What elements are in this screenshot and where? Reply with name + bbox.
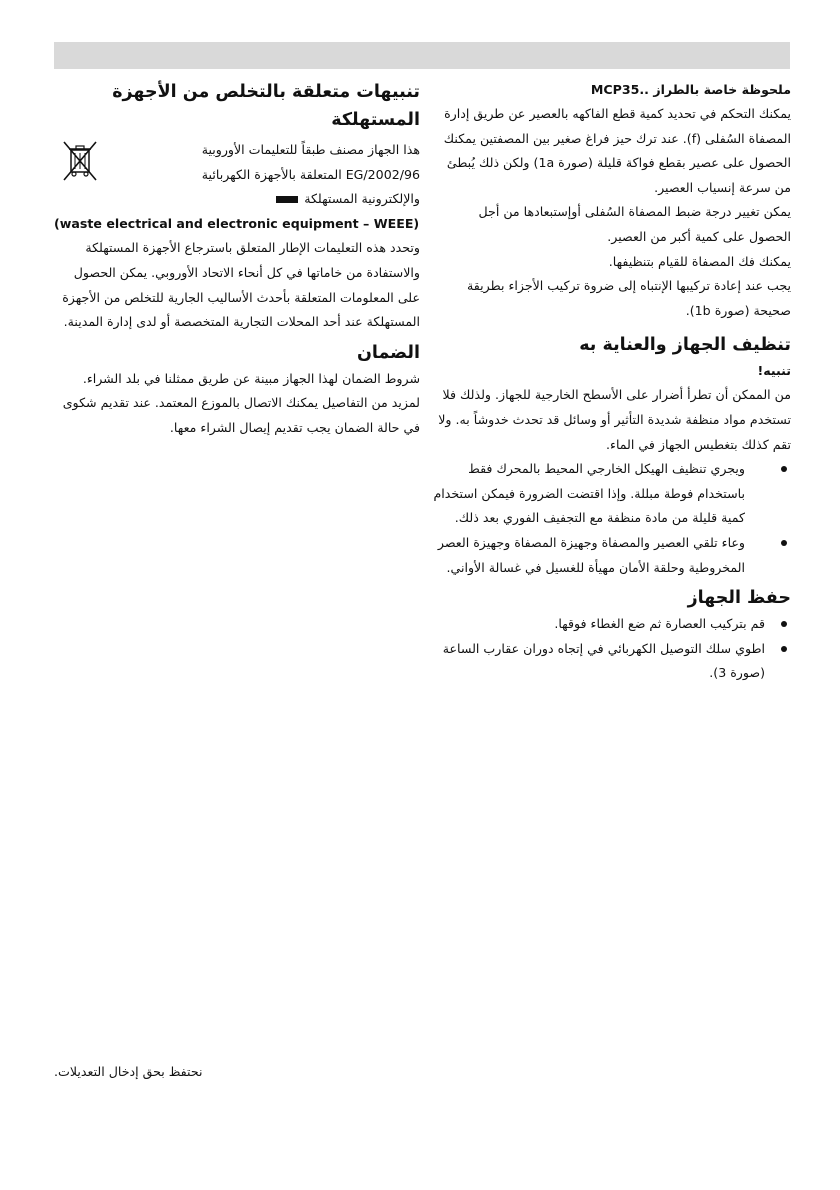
list-item [433, 637, 791, 686]
cleaning-list [433, 457, 791, 580]
crossed-bin-icon [60, 140, 100, 184]
weee-block [54, 138, 420, 212]
bullet-icon [781, 621, 787, 627]
left-column [54, 78, 420, 441]
storage-list [433, 612, 791, 686]
right-column [433, 78, 791, 686]
list-item [433, 531, 791, 580]
note-paragraph-3: يمكنك فك المصفاة للقيام بتنظيفها. [608, 253, 791, 269]
weee-line-3-text: والإلكترونية المستهلكة [304, 191, 420, 207]
bullet-icon [781, 540, 787, 546]
disposal-heading: تنبيهات متعلقة بالتخلص من الأجهزة المستهلكة [112, 82, 420, 130]
warranty-heading: الضمان [356, 342, 420, 363]
list-item [433, 612, 791, 637]
list-item-text: وعاء تلقي العصير والمصفاة وجهيزة المصفاة وجهيزة العصر المخروطية وحلقة الأمان مهيأة للغسيل في غسالة الأواني. [437, 534, 745, 575]
model-note-title: ملحوظة خاصة بالطراز ..MCP35 [590, 82, 791, 97]
weee-line-2: 2002/96/EG المتعلقة بالأجهزة الكهربائية [201, 166, 420, 182]
cleaning-heading: تنظيف الجهاز والعناية به [579, 335, 791, 356]
storage-heading: حفظ الجهاز [687, 588, 791, 609]
list-item [433, 457, 791, 531]
weee-line-1: هذا الجهاز مصنف طبقاً للتعليمات الأوروبية [201, 142, 420, 157]
list-item-text: اطوي سلك التوصيل الكهربائي في إتجاه دوران عقارب الساعة (صورة 3). [442, 640, 765, 681]
disposal-text: وتحدد هذه التعليمات الإطار المتعلق باسترجاع الأجهزة المستهلكة والاستفادة من خاماتها في كل أنحاء الاتحاد الأوروبي. يمكن الحصول على المعلومات المتعلقة بأحدث الأساليب الجارية للتخلص من الأجهزة المستهلكة عند أحد المحلات التجارية المتخصصة أو لدى إدارة المدينة. [62, 240, 420, 330]
bullet-icon [781, 466, 787, 472]
weee-text [100, 138, 420, 212]
weee-bar-icon [276, 196, 298, 203]
note-paragraph-4: يجب عند إعادة تركيبها الإنتباه إلى ضروة تركيب الأجزاء بطريقة صحيحة (صورة 1b). [467, 278, 791, 318]
warranty-text: شروط الضمان لهذا الجهاز مبينة عن طريق ممثلنا في بلد الشراء. لمزيد من التفاصيل يمكنك الاتصال بالموزع المعتمد. عند تقديم شكوى في حالة الضمان يجب تقديم إيصال الشراء معها. [62, 370, 420, 435]
caution-label: تنبيه! [757, 363, 791, 379]
weee-english: (waste electrical and electronic equipment – WEEE) [54, 215, 420, 231]
weee-line-3 [100, 187, 420, 212]
header-bar [54, 42, 790, 69]
note-paragraph-2: يمكن تغيير درجة ضبط المصفاة السُفلى أوإستبعادها من أجل الحصول على كمية أكبر من العصير. [478, 204, 791, 244]
note-paragraph-1: يمكنك التحكم في تحديد كمية قطع الفاكهه بالعصير عن طريق إدارة المصفاة السُفلى (f). عند ترك حيز فراغ صغير بين المصفتين يمكنك الحصول على عصير بقطع فواكة قليلة (صورة 1a) ولكن ذلك يُبطئ من سرعة إنسياب العصير. [443, 106, 791, 195]
footer-note: نحتفظ بحق إدخال التعديلات. [54, 1064, 203, 1079]
caution-text: من الممكن أن تطرأ أضرار على الأسطح الخارجية للجهاز. ولذلك فلا تستخدم مواد منظفة شديدة التأثير أو وسائل قد تحدث خدوشاً به. ولا تقم كذلك بتغطيس الجهاز في الماء. [438, 387, 791, 452]
bullet-icon [781, 646, 787, 652]
list-item-text: قم بتركيب العصارة ثم ضع الغطاء فوقها. [554, 616, 765, 632]
list-item-text: ويجري تنظيف الهيكل الخارجي المحيط بالمحرك فقط باستخدام فوطة مبللة. وإذا اقتضت الضرورة فيمكن استخدام كمية قليلة من مادة منظفة مع التجفيف الفوري بعد ذلك. [433, 461, 745, 526]
